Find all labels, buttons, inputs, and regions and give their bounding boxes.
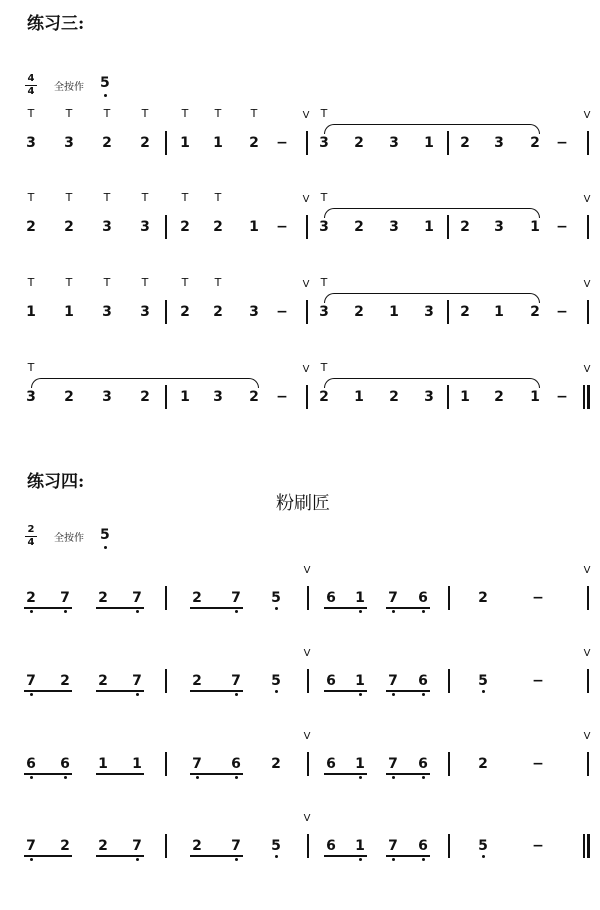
- note-ex3-r1-10: 3: [389, 135, 399, 151]
- time-signature-bottom: 4: [27, 537, 35, 548]
- note-ex4-r2-12: 5: [478, 673, 488, 689]
- tongue-mark: T: [214, 191, 222, 204]
- tongue-mark: T: [65, 276, 73, 289]
- note-ex4-r3-4: 1: [132, 756, 142, 772]
- note-ex4-r1-10: 7: [388, 590, 398, 606]
- key-note: 5: [100, 527, 110, 543]
- note-ex3-r1-8: 3: [319, 135, 329, 151]
- note-ex3-r3-13: 1: [494, 304, 504, 320]
- note-ex3-r4-6: 3: [213, 389, 223, 405]
- note-ex4-r4-6: 7: [231, 838, 241, 854]
- eighth-underline: [96, 855, 144, 857]
- final-barline-thick: [587, 834, 590, 858]
- tongue-mark: T: [320, 107, 328, 120]
- low-octave-dot: [136, 610, 139, 613]
- breath-mark: V: [302, 110, 310, 121]
- note-ex3-r3-1: 1: [26, 304, 36, 320]
- note-ex4-r1-6: 7: [231, 590, 241, 606]
- note-ex3-r3-2: 1: [64, 304, 74, 320]
- low-octave-dot: [392, 858, 395, 861]
- eighth-underline: [24, 855, 72, 857]
- note-ex3-r2-11: 1: [424, 219, 434, 235]
- barline: [306, 215, 308, 239]
- sustain-dash: −: [556, 304, 568, 320]
- eighth-underline: [324, 607, 367, 609]
- note-ex4-r3-5: 7: [192, 756, 202, 772]
- low-octave-dot: [392, 610, 395, 613]
- eighth-underline: [24, 773, 72, 775]
- note-ex3-r4-7: 2: [249, 389, 259, 405]
- note-ex3-r4-8: 2: [319, 389, 329, 405]
- note-ex3-r2-5: 2: [180, 219, 190, 235]
- note-ex4-r3-10: 7: [388, 756, 398, 772]
- low-octave-dot: [64, 610, 67, 613]
- low-octave-dot: [235, 776, 238, 779]
- time-signature-bottom: 4: [27, 86, 35, 97]
- eighth-underline: [324, 773, 367, 775]
- breath-mark: V: [583, 194, 591, 205]
- low-octave-dot: [275, 690, 278, 693]
- barline: [447, 215, 449, 239]
- low-octave-dot: [235, 610, 238, 613]
- tongue-mark: T: [65, 107, 73, 120]
- exercise-4-heading: 练习四:: [27, 472, 85, 492]
- tongue-mark: T: [214, 107, 222, 120]
- note-ex3-r3-8: 3: [319, 304, 329, 320]
- note-ex4-r3-8: 6: [326, 756, 336, 772]
- tongue-mark: T: [320, 191, 328, 204]
- note-ex4-r4-5: 2: [192, 838, 202, 854]
- time-signature-top: 2: [27, 524, 35, 535]
- note-ex4-r4-11: 6: [418, 838, 428, 854]
- low-octave-dot: [422, 610, 425, 613]
- note-ex3-r4-13: 2: [494, 389, 504, 405]
- eighth-underline: [190, 773, 243, 775]
- time-signature-top: 4: [27, 73, 35, 84]
- note-ex4-r1-1: 2: [26, 590, 36, 606]
- barline: [587, 215, 589, 239]
- note-ex4-r2-11: 6: [418, 673, 428, 689]
- note-ex4-r4-7: 5: [271, 838, 281, 854]
- note-ex4-r1-4: 7: [132, 590, 142, 606]
- low-octave-dot: [422, 776, 425, 779]
- low-octave-dot: [422, 693, 425, 696]
- note-ex3-r1-7: 2: [249, 135, 259, 151]
- barline: [307, 669, 309, 693]
- low-octave-dot: [30, 776, 33, 779]
- low-octave-dot: [104, 546, 107, 549]
- note-ex3-r2-10: 3: [389, 219, 399, 235]
- low-octave-dot: [359, 693, 362, 696]
- tongue-mark: T: [181, 276, 189, 289]
- tongue-mark: T: [27, 276, 35, 289]
- barline: [587, 586, 589, 610]
- note-ex3-r4-4: 2: [140, 389, 150, 405]
- note-ex3-r1-12: 2: [460, 135, 470, 151]
- note-ex4-r4-8: 6: [326, 838, 336, 854]
- note-ex4-r1-3: 2: [98, 590, 108, 606]
- slur: [31, 378, 259, 388]
- note-ex4-r2-5: 2: [192, 673, 202, 689]
- note-ex4-r3-3: 1: [98, 756, 108, 772]
- eighth-underline: [96, 607, 144, 609]
- note-ex3-r3-9: 2: [354, 304, 364, 320]
- tongue-mark: T: [250, 107, 258, 120]
- eighth-underline: [190, 690, 243, 692]
- sustain-dash: −: [532, 756, 544, 772]
- note-ex4-r2-10: 7: [388, 673, 398, 689]
- tongue-mark: T: [320, 276, 328, 289]
- note-ex4-r1-12: 2: [478, 590, 488, 606]
- barline: [307, 752, 309, 776]
- tongue-mark: T: [65, 191, 73, 204]
- note-ex3-r2-12: 2: [460, 219, 470, 235]
- barline: [165, 586, 167, 610]
- note-ex4-r2-1: 7: [26, 673, 36, 689]
- barline: [447, 385, 449, 409]
- low-octave-dot: [136, 858, 139, 861]
- tongue-mark: T: [214, 276, 222, 289]
- note-ex4-r3-9: 1: [355, 756, 365, 772]
- note-ex3-r4-9: 1: [354, 389, 364, 405]
- eighth-underline: [386, 607, 430, 609]
- breath-mark: V: [583, 565, 591, 576]
- breath-mark: V: [583, 110, 591, 121]
- note-ex3-r2-14: 1: [530, 219, 540, 235]
- sustain-dash: −: [276, 219, 288, 235]
- tongue-mark: T: [103, 191, 111, 204]
- sustain-dash: −: [556, 219, 568, 235]
- barline: [448, 669, 450, 693]
- low-octave-dot: [359, 776, 362, 779]
- note-ex3-r2-1: 2: [26, 219, 36, 235]
- breath-mark: V: [302, 279, 310, 290]
- eighth-underline: [96, 773, 144, 775]
- breath-mark: V: [583, 279, 591, 290]
- barline: [447, 131, 449, 155]
- tongue-mark: T: [181, 191, 189, 204]
- final-barline-thin: [583, 385, 585, 409]
- note-ex3-r1-6: 1: [213, 135, 223, 151]
- slur: [324, 208, 540, 218]
- tongue-mark: T: [141, 191, 149, 204]
- note-ex3-r3-7: 3: [249, 304, 259, 320]
- note-ex3-r3-10: 1: [389, 304, 399, 320]
- breath-mark: V: [303, 813, 311, 824]
- note-ex4-r2-4: 7: [132, 673, 142, 689]
- eighth-underline: [24, 690, 72, 692]
- breath-mark: V: [303, 731, 311, 742]
- note-ex3-r2-7: 1: [249, 219, 259, 235]
- barline: [587, 752, 589, 776]
- note-ex4-r4-10: 7: [388, 838, 398, 854]
- low-octave-dot: [136, 693, 139, 696]
- note-ex3-r3-14: 2: [530, 304, 540, 320]
- note-ex4-r4-12: 5: [478, 838, 488, 854]
- eighth-underline: [96, 690, 144, 692]
- barline: [448, 834, 450, 858]
- note-ex4-r4-3: 2: [98, 838, 108, 854]
- tongue-mark: T: [320, 361, 328, 374]
- key-note: 5: [100, 75, 110, 91]
- note-ex4-r1-9: 1: [355, 590, 365, 606]
- low-octave-dot: [275, 855, 278, 858]
- barline: [306, 385, 308, 409]
- tongue-mark: T: [27, 361, 35, 374]
- low-octave-dot: [30, 693, 33, 696]
- eighth-underline: [386, 690, 430, 692]
- tongue-mark: T: [27, 191, 35, 204]
- note-ex3-r3-12: 2: [460, 304, 470, 320]
- eighth-underline: [24, 607, 72, 609]
- low-octave-dot: [30, 858, 33, 861]
- note-ex4-r4-1: 7: [26, 838, 36, 854]
- slur: [324, 124, 540, 134]
- note-ex4-r4-4: 7: [132, 838, 142, 854]
- note-ex3-r4-5: 1: [180, 389, 190, 405]
- barline: [165, 131, 167, 155]
- note-ex3-r1-9: 2: [354, 135, 364, 151]
- low-octave-dot: [275, 607, 278, 610]
- sustain-dash: −: [532, 838, 544, 854]
- note-ex3-r4-10: 2: [389, 389, 399, 405]
- barline: [587, 669, 589, 693]
- note-ex3-r1-13: 3: [494, 135, 504, 151]
- note-ex3-r4-2: 2: [64, 389, 74, 405]
- note-ex4-r1-11: 6: [418, 590, 428, 606]
- tongue-mark: T: [141, 276, 149, 289]
- barline: [307, 586, 309, 610]
- note-ex4-r2-6: 7: [231, 673, 241, 689]
- note-ex3-r2-9: 2: [354, 219, 364, 235]
- low-octave-dot: [482, 855, 485, 858]
- note-ex3-r4-3: 3: [102, 389, 112, 405]
- note-ex4-r1-2: 7: [60, 590, 70, 606]
- slur: [324, 378, 540, 388]
- breath-mark: V: [583, 731, 591, 742]
- breath-mark: V: [583, 364, 591, 375]
- low-octave-dot: [359, 858, 362, 861]
- note-ex3-r1-2: 3: [64, 135, 74, 151]
- tongue-mark: T: [103, 107, 111, 120]
- breath-mark: V: [302, 194, 310, 205]
- barline: [306, 300, 308, 324]
- note-ex3-r4-11: 3: [424, 389, 434, 405]
- barline: [165, 834, 167, 858]
- barline: [448, 752, 450, 776]
- note-ex3-r1-11: 1: [424, 135, 434, 151]
- note-ex3-r1-3: 2: [102, 135, 112, 151]
- note-ex4-r3-1: 6: [26, 756, 36, 772]
- low-octave-dot: [392, 693, 395, 696]
- note-ex4-r1-8: 6: [326, 590, 336, 606]
- note-ex4-r2-9: 1: [355, 673, 365, 689]
- note-ex3-r1-1: 3: [26, 135, 36, 151]
- note-ex3-r2-2: 2: [64, 219, 74, 235]
- barline: [165, 752, 167, 776]
- sustain-dash: −: [556, 389, 568, 405]
- low-octave-dot: [359, 610, 362, 613]
- barline: [165, 300, 167, 324]
- breath-mark: V: [583, 648, 591, 659]
- note-ex4-r2-2: 2: [60, 673, 70, 689]
- sustain-dash: −: [532, 673, 544, 689]
- barline: [447, 300, 449, 324]
- note-ex4-r1-7: 5: [271, 590, 281, 606]
- low-octave-dot: [392, 776, 395, 779]
- tongue-mark: T: [141, 107, 149, 120]
- time-signature-2-4: [25, 525, 37, 548]
- barline: [307, 834, 309, 858]
- note-ex3-r2-8: 3: [319, 219, 329, 235]
- low-octave-dot: [422, 858, 425, 861]
- breath-mark: V: [303, 565, 311, 576]
- note-ex4-r2-8: 6: [326, 673, 336, 689]
- note-ex4-r3-11: 6: [418, 756, 428, 772]
- barline: [165, 669, 167, 693]
- note-ex3-r2-4: 3: [140, 219, 150, 235]
- note-ex4-r4-2: 2: [60, 838, 70, 854]
- time-signature-4-4: [25, 74, 37, 97]
- tongue-mark: T: [27, 107, 35, 120]
- tongue-mark: T: [181, 107, 189, 120]
- barline: [165, 385, 167, 409]
- note-ex4-r2-3: 2: [98, 673, 108, 689]
- note-ex3-r1-5: 1: [180, 135, 190, 151]
- fingering-note: 全按作: [54, 82, 84, 93]
- tongue-mark: T: [103, 276, 111, 289]
- low-octave-dot: [64, 776, 67, 779]
- eighth-underline: [324, 690, 367, 692]
- eighth-underline: [324, 855, 367, 857]
- low-octave-dot: [482, 690, 485, 693]
- low-octave-dot: [235, 693, 238, 696]
- sustain-dash: −: [532, 590, 544, 606]
- low-octave-dot: [30, 610, 33, 613]
- note-ex4-r2-7: 5: [271, 673, 281, 689]
- barline: [165, 215, 167, 239]
- barline: [587, 131, 589, 155]
- eighth-underline: [386, 855, 430, 857]
- note-ex3-r3-5: 2: [180, 304, 190, 320]
- low-octave-dot: [196, 776, 199, 779]
- note-ex3-r4-14: 1: [530, 389, 540, 405]
- sustain-dash: −: [556, 135, 568, 151]
- barline: [306, 131, 308, 155]
- note-ex4-r1-5: 2: [192, 590, 202, 606]
- slur: [324, 293, 540, 303]
- exercise-3-heading: 练习三:: [27, 14, 85, 34]
- breath-mark: V: [302, 364, 310, 375]
- note-ex3-r1-14: 2: [530, 135, 540, 151]
- note-ex4-r4-9: 1: [355, 838, 365, 854]
- eighth-underline: [190, 607, 243, 609]
- eighth-underline: [386, 773, 430, 775]
- note-ex4-r3-12: 2: [478, 756, 488, 772]
- note-ex3-r3-3: 3: [102, 304, 112, 320]
- note-ex3-r1-4: 2: [140, 135, 150, 151]
- final-barline-thin: [583, 834, 585, 858]
- sustain-dash: −: [276, 304, 288, 320]
- fingering-note: 全按作: [54, 533, 84, 544]
- eighth-underline: [190, 855, 243, 857]
- note-ex3-r4-1: 3: [26, 389, 36, 405]
- low-octave-dot: [235, 858, 238, 861]
- final-barline-thick: [587, 385, 590, 409]
- note-ex3-r2-13: 3: [494, 219, 504, 235]
- note-ex3-r3-11: 3: [424, 304, 434, 320]
- low-octave-dot: [104, 94, 107, 97]
- note-ex3-r2-3: 3: [102, 219, 112, 235]
- note-ex4-r3-7: 2: [271, 756, 281, 772]
- note-ex3-r4-12: 1: [460, 389, 470, 405]
- barline: [587, 300, 589, 324]
- barline: [448, 586, 450, 610]
- sustain-dash: −: [276, 135, 288, 151]
- note-ex4-r3-6: 6: [231, 756, 241, 772]
- note-ex3-r2-6: 2: [213, 219, 223, 235]
- breath-mark: V: [303, 648, 311, 659]
- song-title: 粉刷匠: [276, 493, 330, 514]
- note-ex3-r3-4: 3: [140, 304, 150, 320]
- note-ex4-r3-2: 6: [60, 756, 70, 772]
- sustain-dash: −: [276, 389, 288, 405]
- note-ex3-r3-6: 2: [213, 304, 223, 320]
